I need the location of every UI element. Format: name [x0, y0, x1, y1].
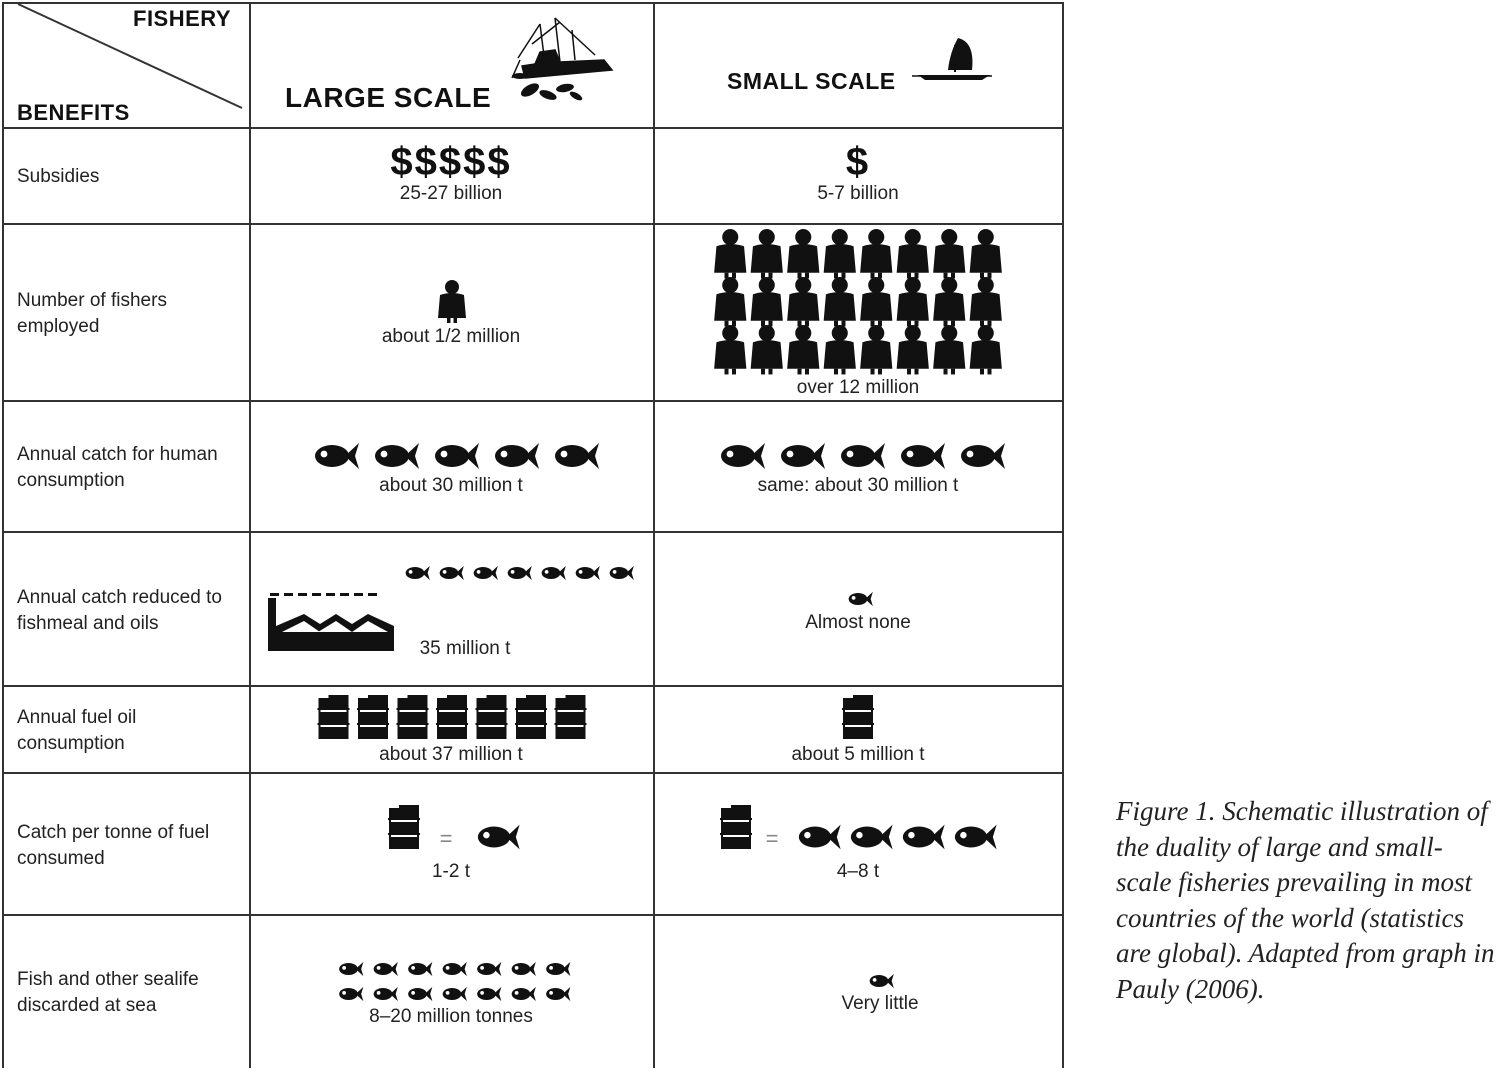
fish-icon [440, 566, 464, 580]
fish-icon [799, 825, 841, 850]
fish-icon [721, 443, 765, 469]
fuel-barrel-icon [318, 695, 350, 739]
large-fishmeal-value: 35 million t [419, 638, 511, 659]
fisher-person-icon [824, 277, 856, 326]
fuel-barrel-icon [397, 695, 429, 739]
fish-icon [374, 962, 398, 976]
row-label-human-catch: Annual catch for human consumption [17, 444, 218, 491]
figure-caption: Figure 1. Schematic illustration of the duality of large and small-scale fisheries prevailing in most countries of the world (statistics are global). Adapted from graph in Pauly (2006). [1116, 796, 1495, 1004]
fish-icon [374, 987, 398, 1001]
fisher-person-icon [787, 325, 819, 374]
fisher-person-icon [860, 277, 892, 326]
factory-icon [268, 593, 394, 651]
fish-icon [339, 962, 363, 976]
small-fishmeal-value: Almost none [805, 612, 911, 633]
fisher-person-icon [897, 229, 929, 278]
fish-icon [955, 825, 997, 850]
small-human-catch-value: same: about 30 million t [757, 475, 959, 496]
fish-icon [546, 962, 570, 976]
dollar-icon: $ [845, 140, 871, 184]
fish-icon [901, 443, 945, 469]
small-discarded-value: Very little [841, 993, 919, 1014]
fisher-person-icon [824, 325, 856, 374]
fuel-barrel-icon [436, 695, 468, 739]
fuel-barrel-icon [720, 805, 752, 849]
fish-icon [443, 987, 467, 1001]
small-subsidies-value: 5-7 billion [817, 183, 899, 204]
fisher-person-icon [970, 325, 1002, 374]
fisher-person-icon [933, 325, 965, 374]
fisher-person-icon [970, 277, 1002, 326]
fish-icon [315, 443, 359, 469]
fish-icon [478, 825, 520, 850]
fish-icon [477, 987, 501, 1001]
fisher-person-icon [751, 325, 783, 374]
small-scale-header: SMALL SCALE [727, 68, 896, 94]
fisher-person-icon [933, 277, 965, 326]
row-label-catch-per-fuel: Catch per tonne of fuel consumed [17, 822, 210, 869]
fish-icon [508, 566, 532, 580]
fuel-barrel-icon [388, 805, 420, 849]
fish-icon [406, 566, 430, 580]
fisher-person-icon [787, 277, 819, 326]
fisher-person-icon [824, 229, 856, 278]
fisher-person-icon [438, 280, 466, 323]
fisher-person-icon [860, 229, 892, 278]
fish-icon [849, 592, 873, 606]
large-fishers-value: about 1/2 million [381, 326, 521, 347]
fuel-barrel-icon [555, 695, 587, 739]
small-catch-per-fuel-value: 4–8 t [836, 861, 880, 882]
row-label-discarded: Fish and other sealife discarded at sea [17, 969, 199, 1016]
fisher-person-icon [751, 277, 783, 326]
fish-icon [610, 566, 634, 580]
row-label-fuel: Annual fuel oil consumption [17, 707, 137, 754]
fish-icon [443, 962, 467, 976]
fisher-person-icon [933, 229, 965, 278]
fish-icon [474, 566, 498, 580]
benefits-header: BENEFITS [17, 100, 130, 125]
fish-icon [495, 443, 539, 469]
fish-icon [339, 987, 363, 1001]
fish-icon [435, 443, 479, 469]
large-catch-per-fuel-value: 1-2 t [431, 861, 471, 882]
dollar-icon: $$$$$ [390, 140, 512, 184]
fuel-barrel-icon [357, 695, 389, 739]
fisher-person-icon [970, 229, 1002, 278]
fish-icon [841, 443, 885, 469]
fish-icon [870, 974, 894, 988]
fisher-person-icon [787, 229, 819, 278]
fish-icon [555, 443, 599, 469]
large-fuel-value: about 37 million t [379, 744, 523, 765]
fuel-barrel-icon [842, 695, 874, 739]
row-label-fishers: Number of fishers employed [17, 290, 167, 337]
fish-icon [542, 566, 566, 580]
large-human-catch-value: about 30 million t [379, 475, 523, 496]
fuel-barrel-icon [515, 695, 547, 739]
fisher-person-icon [897, 277, 929, 326]
fish-icon [851, 825, 893, 850]
fisher-person-icon [897, 325, 929, 374]
row-label-fishmeal: Annual catch reduced to fishmeal and oils [17, 587, 222, 634]
fish-icon [477, 962, 501, 976]
fisher-person-icon [714, 229, 746, 278]
equals-sign: = [765, 826, 779, 851]
large-scale-header: LARGE SCALE [285, 82, 492, 113]
fish-icon [512, 987, 536, 1001]
small-fuel-value: about 5 million t [791, 744, 925, 765]
fisher-person-icon [860, 325, 892, 374]
large-discarded-value: 8–20 million tonnes [369, 1006, 533, 1027]
fish-icon [408, 987, 432, 1001]
row-label-subsidies: Subsidies [17, 166, 100, 187]
fish-icon [576, 566, 600, 580]
equals-sign: = [439, 826, 453, 851]
fish-icon [961, 443, 1005, 469]
fish-icon [546, 987, 570, 1001]
fish-icon [781, 443, 825, 469]
fisher-person-icon [714, 277, 746, 326]
fisher-person-icon [751, 229, 783, 278]
fishery-header: FISHERY [133, 6, 232, 31]
small-fishers-value: over 12 million [796, 377, 920, 398]
fish-icon [512, 962, 536, 976]
fish-icon [408, 962, 432, 976]
large-subsidies-value: 25-27 billion [399, 183, 503, 204]
fuel-barrel-icon [476, 695, 508, 739]
fisher-person-icon [714, 325, 746, 374]
fish-icon [375, 443, 419, 469]
fish-icon [903, 825, 945, 850]
